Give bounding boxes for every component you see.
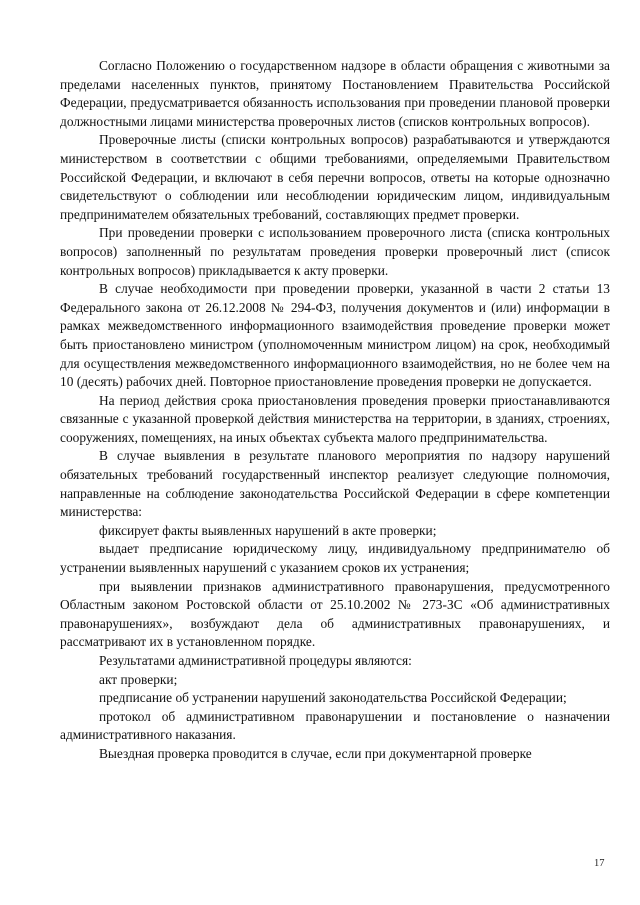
paragraph-6: В случае выявления в результате планового мероприятия по надзору нарушений обязательных требований государственный инспектор реализует следующие полномочия, направленные на соблюдение законодательства Российской Федерации в сфере компетенции министерства: (60, 448, 610, 520)
list-item-administrative-cases: при выявлении признаков административного правонарушения, предусмотренного Областным законом Ростовской области от 25.10.2002 № 273-ЗС «Об административных правонарушениях», возбуждают дела об административных правонарушениях, и рассматривают их в установленном порядке. (60, 578, 610, 650)
list-item-elimination-order: предписание об устранении нарушений законодательства Российской Федерации; (99, 690, 567, 706)
paragraph-field-inspection: Выездная проверка проводится в случае, если при документарной проверке (99, 745, 532, 761)
paragraph-5: На период действия срока приостановления проведения проверки приостанавливаются связанные с указанной проверкой действия министерства на территории, в зданиях, строениях, сооружениях, помещениях, на иных объектах субъекта малого предпринимательства. (60, 392, 610, 445)
list-item-issue-order: выдает предписание юридическому лицу, индивидуальному предпринимателю об устранении выявленных нарушений с указанием сроков их устранения; (60, 541, 610, 576)
paragraph-4: В случае необходимости при проведении проверки, указанной в части 2 статьи 13 Федерального закона от 26.12.2008 № 294-ФЗ, получения документов и (или) информации в рамках межведомственного информационного взаимодействия проведение проверки может быть приостановлено министром (уполномоченным министром лицом) на срок, необходимый для осуществления межведомственного информационного взаимодействия, но не более чем на 10 (десять) рабочих дней. Повторное приостановление проведения проверки не допускается. (60, 281, 610, 390)
paragraph-1: Согласно Положению о государственном надзоре в области обращения с животными за пределами населенных пунктов, принятому Постановлением Правительства Российской Федерации, предусматривается обязанность использования при проведении плановой проверки должностными лицами министерства проверочных листов (списков контрольных вопросов). (60, 58, 610, 129)
paragraph-3: При проведении проверки с использованием проверочного листа (списка контрольных вопросов) заполненный по результатам проведения проверки проверочный лист (список контрольных вопросов) прикладывается к акту проверки. (60, 225, 610, 278)
list-item-inspection-act: акт проверки; (99, 671, 178, 687)
paragraph-results-heading: Результатами административной процедуры являются: (99, 653, 412, 668)
document-page (60, 57, 610, 764)
page-number: 17 (594, 858, 605, 869)
list-item-record-violations: фиксирует факты выявленных нарушений в акте проверки; (99, 522, 437, 538)
list-item-protocol: протокол об административном правонарушении и постановление о назначении административного наказания. (60, 708, 610, 743)
paragraph-2: Проверочные листы (списки контрольных вопросов) разрабатываются и утверждаются министерством в соответствии с общими требованиями, определяемыми Правительством Российской Федерации, и включают в себя перечни вопросов, ответы на которые однозначно свидетельствуют о соблюдении или несоблюдении юридическим лицом, индивидуальным предпринимателем обязательных требований, составляющих предмет проверки. (60, 132, 610, 222)
